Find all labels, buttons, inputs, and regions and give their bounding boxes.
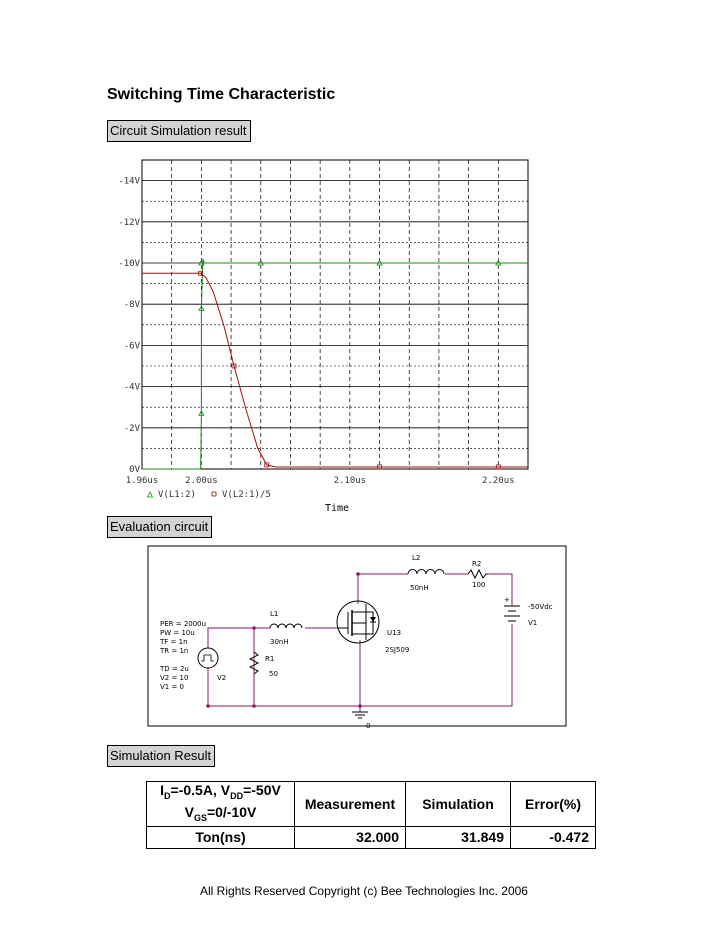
r2-value: 100: [472, 581, 486, 589]
x-tick-label: 2.10us: [333, 476, 367, 486]
l2-value: 50nH: [410, 584, 429, 592]
row-label-ton: Ton(ns): [147, 826, 295, 848]
simulation-chart: [100, 150, 540, 522]
source-param-6: V2 = 10: [160, 674, 189, 682]
cond-a: =-0.5A, V: [170, 782, 231, 798]
plot-frame: [142, 160, 528, 469]
svg-text:+: +: [504, 596, 510, 604]
ground-symbol: [352, 712, 368, 718]
cond-v: =-50V: [243, 782, 281, 798]
inductor-l1: [270, 624, 302, 628]
evaluation-circuit-diagram: [100, 540, 570, 730]
x-axis-label: Time: [324, 503, 350, 514]
vdc-value: -50Vdc: [528, 603, 553, 611]
section-label-evaluation-circuit: Evaluation circuit: [107, 516, 212, 538]
pulse-source-v2: [198, 648, 218, 668]
source-param-1: PW = 10u: [160, 629, 195, 637]
y-tick-label: 0V: [129, 465, 140, 475]
header-measurement: Measurement: [295, 782, 406, 827]
legend-marker-2: [212, 492, 216, 496]
cond-d-sub: D: [164, 790, 171, 801]
y-tick-label: -10V: [118, 259, 140, 269]
error-value: -0.472: [511, 826, 596, 848]
test-condition-cell: [147, 782, 295, 827]
mosfet-part: 2SJ509: [385, 646, 410, 654]
results-table: [146, 781, 596, 849]
x-tick-label: 2.20us: [482, 476, 515, 486]
ground-label: 0: [366, 722, 371, 730]
y-tick-label: -12V: [118, 217, 140, 228]
cond-vgs-value: =0/-10V: [206, 803, 257, 820]
source-param-2: TF = 1n: [160, 638, 188, 646]
inductor-l2: [408, 570, 444, 575]
legend-label-1: V(L1:2): [158, 490, 196, 500]
y-tick-label: -6V: [123, 341, 140, 352]
legend-label-2: V(L2:1)/5: [222, 490, 271, 500]
y-tick-label: -8V: [123, 300, 140, 311]
cond-i: I: [160, 782, 165, 798]
section-label-simulation-result: Simulation Result: [107, 745, 215, 767]
page-title: Switching Time Characteristic: [107, 86, 336, 103]
source-param-3: TR = 1n: [160, 647, 189, 655]
r2-label: R2: [472, 560, 482, 568]
y-tick-label: -4V: [123, 382, 140, 393]
legend-marker-1: [148, 492, 153, 497]
l1-label: L1: [270, 610, 279, 618]
source-param-0: PER = 2000u: [160, 620, 207, 628]
cond-gs-sub: GS: [193, 812, 207, 823]
r1-value: 50: [269, 670, 278, 678]
measurement-value: 32.000: [295, 826, 406, 848]
y-tick-label: -14V: [118, 176, 140, 187]
v2-label: V2: [217, 674, 227, 682]
r1-label: R1: [265, 655, 275, 663]
series-line-2: [142, 273, 528, 467]
cond-dd-sub: DD: [230, 790, 244, 801]
l2-label: L2: [412, 554, 421, 562]
series-line-1: [142, 259, 528, 469]
header-simulation: Simulation: [406, 782, 511, 827]
x-tick-label: 2.00us: [185, 476, 218, 486]
l1-value: 30nH: [270, 638, 289, 646]
mosfet-u13: [337, 601, 379, 643]
source-param-7: V1 = 0: [160, 683, 185, 691]
v1-label: V1: [528, 619, 538, 627]
source-param-5: TD = 2u: [160, 665, 189, 673]
copyright-footer: All Rights Reserved Copyright (c) Bee Technologies Inc. 2006: [200, 884, 528, 898]
resistor-r2: [468, 570, 488, 578]
header-error: Error(%): [511, 782, 596, 827]
cond-vgs: V: [184, 803, 194, 820]
mosfet-label: U13: [387, 629, 402, 637]
section-label-circuit-simulation: Circuit Simulation result: [107, 120, 251, 142]
x-tick-label: 1.96us: [125, 476, 159, 486]
y-tick-label: -2V: [123, 423, 140, 434]
simulation-value: 31.849: [406, 826, 511, 848]
